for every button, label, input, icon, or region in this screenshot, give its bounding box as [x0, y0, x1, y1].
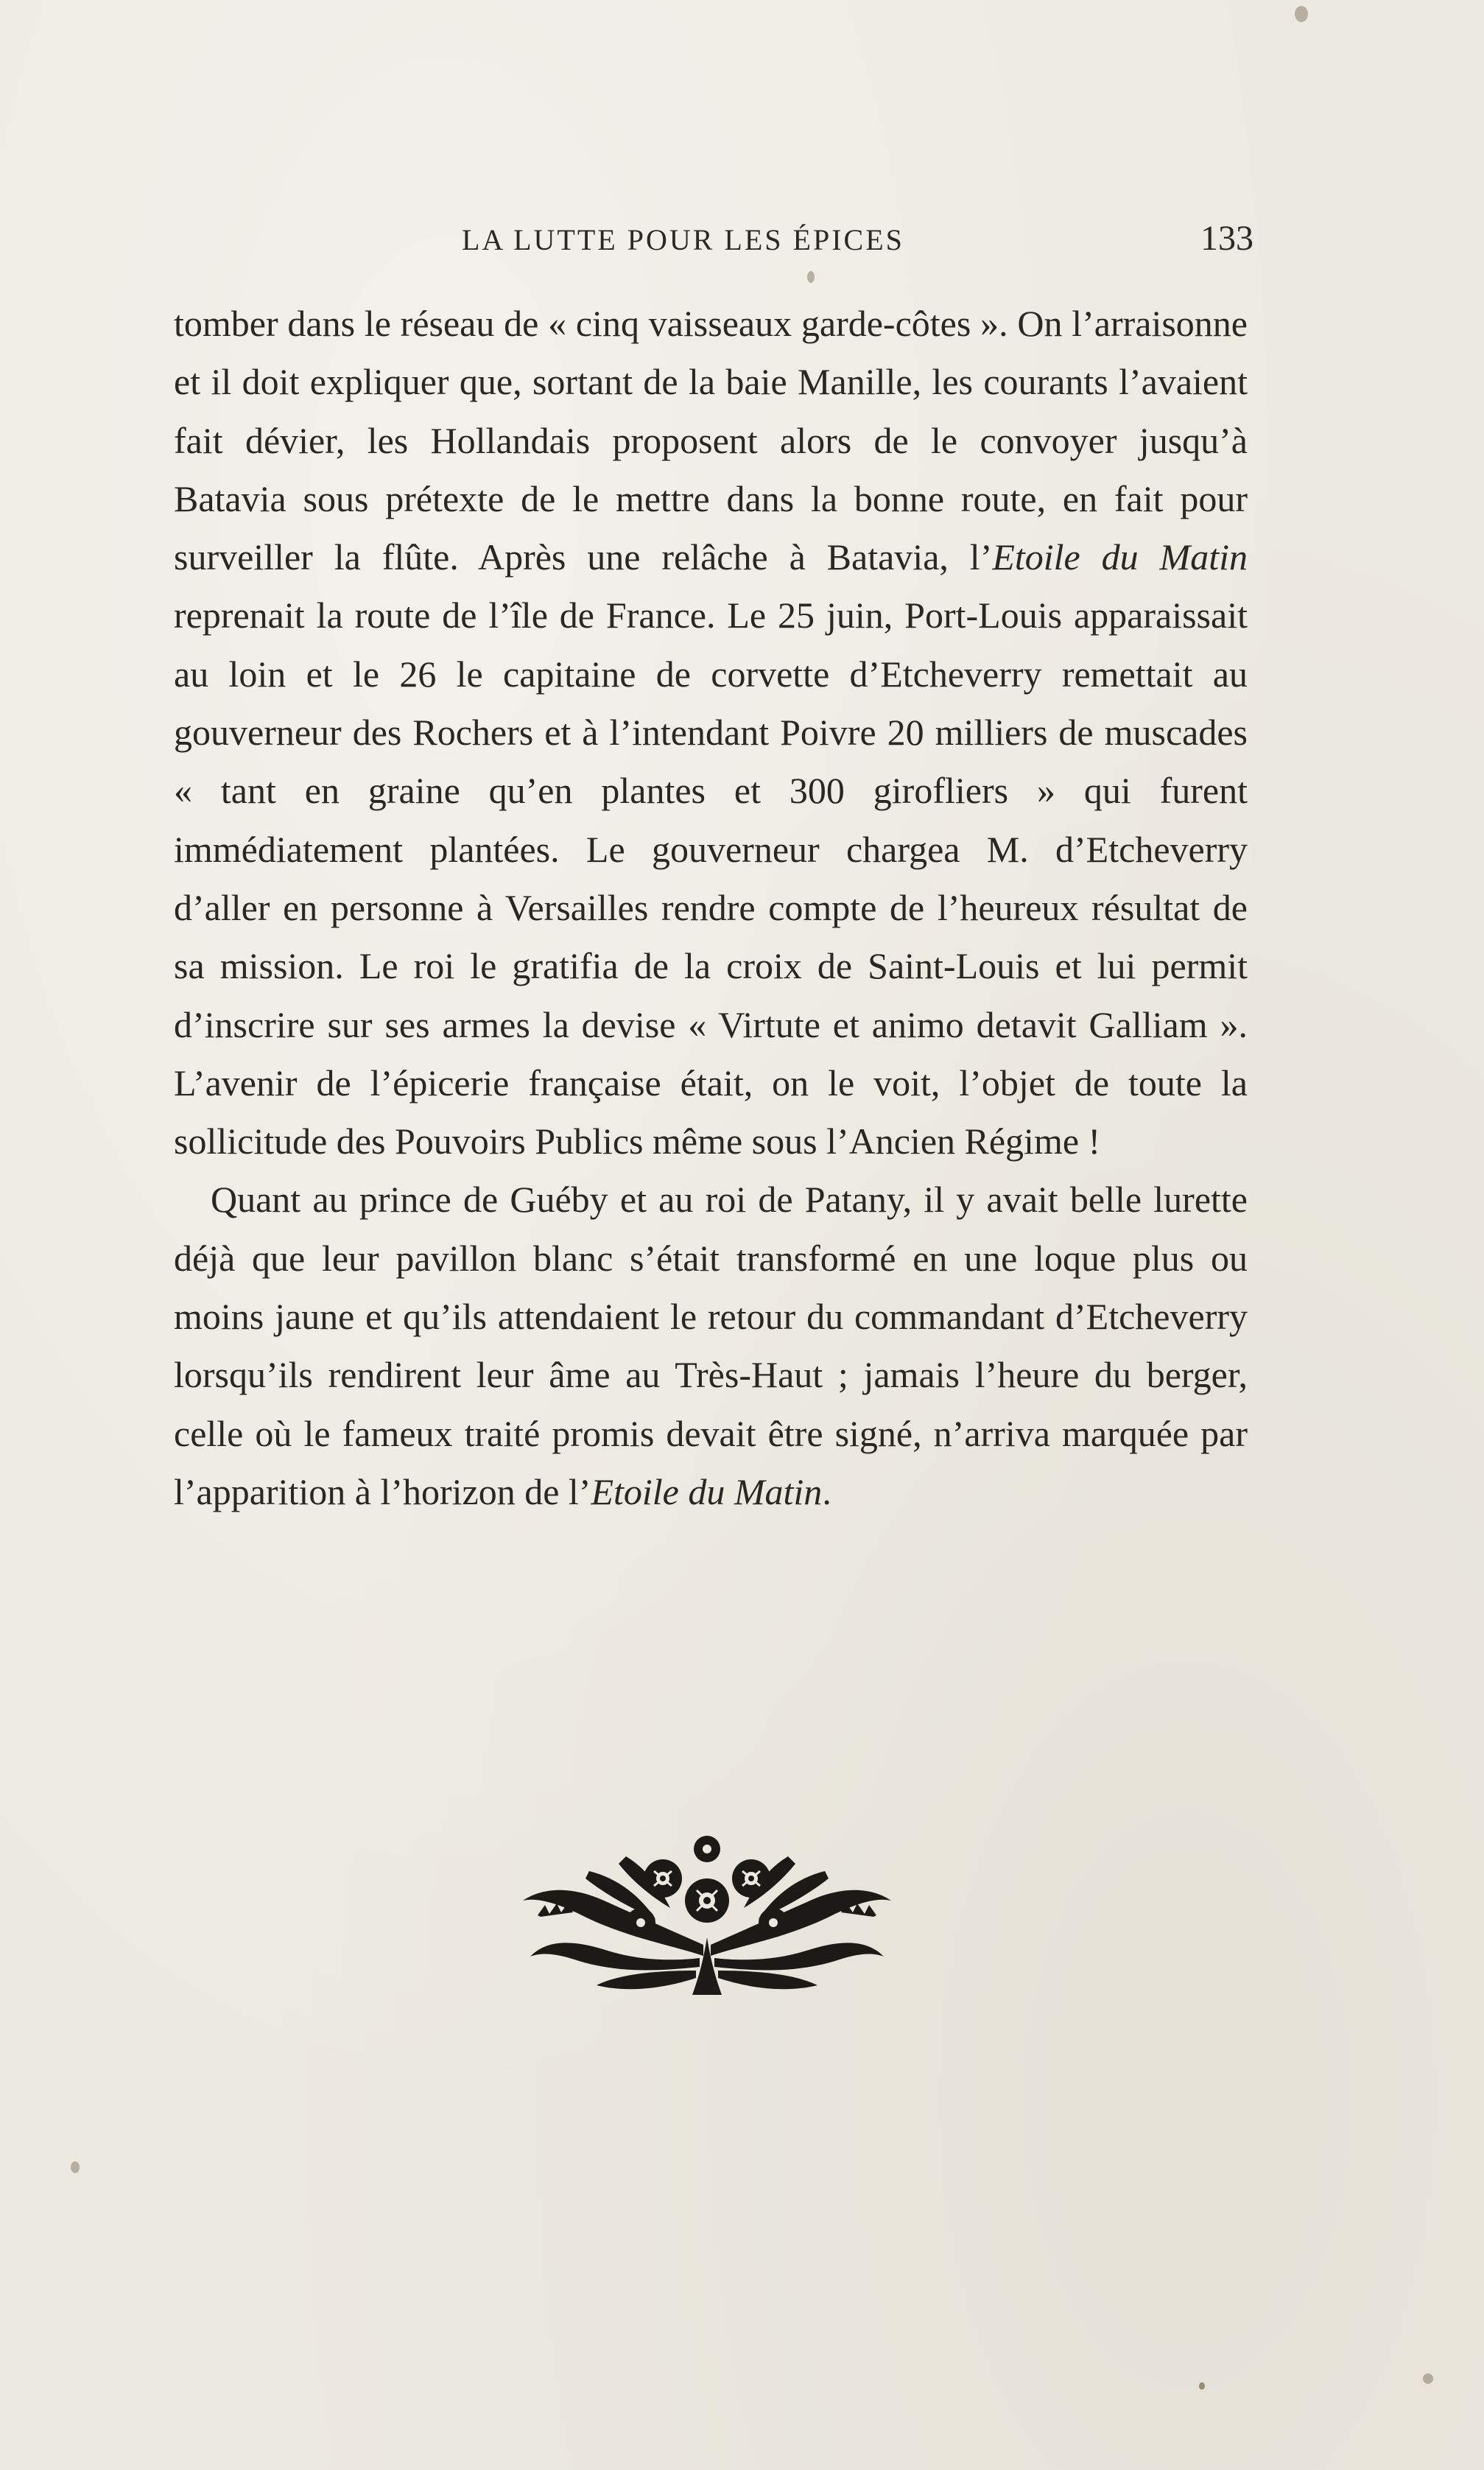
- page-number: 133: [1200, 219, 1253, 258]
- body-text: [174, 295, 1248, 1521]
- paragraph-1-text-b: reprenait la route de l’île de France. Le 25 juin, Port-Louis apparaissait au loin et le 26 le capitaine de corvette d’Etcheverry remettait au gouverneur des Rochers et à l’intendant Poivre 20 milliers de muscades « tant en graine qu’en plantes et 300 girofliers » qui furent immédiatement plantées. Le gouverneur chargea M. d’Etcheverry d’aller en personne à Versailles rendre compte de l’heureux résultat de sa mission. Le roi le gratifia de la croix de Saint-Louis et lui permit d’inscrire sur ses armes la devise « Virtute et animo detavit Galliam ». L’avenir de l’épicerie française était, on le voit, l’objet de toute la sollicitude des Pouvoirs Publics même sous l’Ancien Régime !: [174, 594, 1248, 1162]
- running-title: LA LUTTE POUR LES ÉPICES: [462, 223, 904, 256]
- paragraph-2: [174, 1171, 1248, 1521]
- paragraph-1-text-a: tomber dans le réseau de « cinq vaisseaux garde-côtes ». On l’arraisonne et il doit expliquer que, sortant de la baie Manille, les courants l’avaient fait dévier, les Hollandais proposent alors de le convoyer jusqu’à Batavia sous prétexte de le mettre dans la bonne route, en fait pour surveiller la flûte. Après une relâche à Batavia, l’: [174, 303, 1248, 578]
- ship-name-italic: Etoile du Matin: [992, 536, 1248, 578]
- paper-speck: [1295, 6, 1308, 22]
- paper-speck: [1199, 2382, 1205, 2390]
- paragraph-2-text-a: Quant au prince de Guéby et au roi de Patany, il y avait belle lurette déjà que leur pavillon blanc s’était transformé en une loque plus ou moins jaune et qu’ils attendaient le retour du commandant d’Etcheverry lorsqu’ils rendirent leur âme au Très-Haut ; jamais l’heure du berger, celle où le fameux traité promis devait être signé, n’arriva marquée par l’apparition à l’horizon de l’: [174, 1179, 1248, 1512]
- page-header: [171, 215, 1253, 267]
- ship-name-italic: Etoile du Matin: [591, 1470, 823, 1512]
- paragraph-1: [174, 295, 1248, 1171]
- paper-speck: [1423, 2373, 1433, 2384]
- paper-speck: [71, 2161, 80, 2173]
- paper-speck: [807, 271, 815, 283]
- paragraph-2-text-b: .: [822, 1470, 831, 1512]
- floral-tailpiece-icon: [516, 1827, 899, 1996]
